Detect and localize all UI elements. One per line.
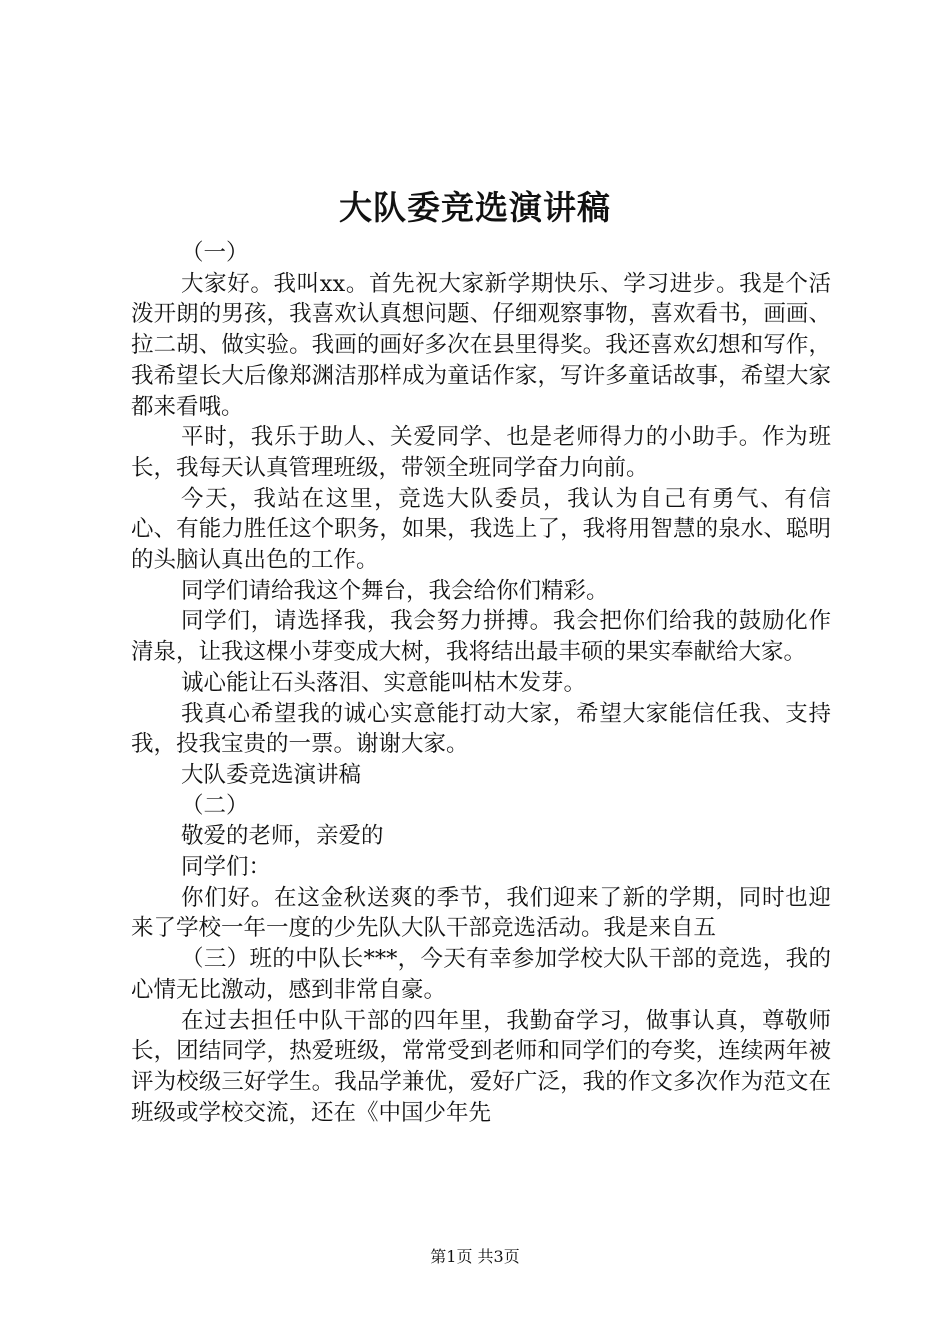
paragraph-section-1-heading: （一） [181, 240, 249, 266]
paragraph-candidacy: 今天，我站在这里，竞选大队委员，我认为自己有勇气、有信心、有能力胜任这个职务，如果，我选上了，我将用智慧的泉水、聪明的头脑认真出色的工作。 [131, 485, 831, 574]
document-body [131, 238, 831, 1128]
paragraph-section-2-heading: （二） [181, 792, 249, 819]
document-title: 大队委竞选演讲稿 [339, 188, 611, 227]
paragraph-thanks: 我真心希望我的诚心实意能打动大家，希望大家能信任我、支持我，投我宝贵的一票。谢谢大家。 [131, 700, 831, 758]
paragraph-class-leader: （三）班的中队长***，今天有幸参加学校大队干部的竞选，我的心情无比激动，感到非常自豪。 [131, 946, 831, 1003]
paragraph-salutation-cont: 同学们： [181, 854, 272, 881]
paragraph-greeting: 你们好。在这金秋送爽的季节，我们迎来了新的学期，同时也迎来了学校一年一度的少先队大队干部竞选活动。我是来自五 [131, 884, 831, 942]
paragraph-subtitle: 大队委竞选演讲稿 [181, 761, 362, 788]
paragraph-sincerity: 诚心能让石头落泪、实意能叫枯木发芽。 [181, 669, 587, 696]
paragraph-stage: 同学们请给我这个舞台，我会给你们精彩。 [181, 577, 609, 604]
paragraph-choose-me: 同学们，请选择我，我会努力拼搏。我会把你们给我的鼓励化作清泉，让我这棵小芽变成大树，我将结出最丰硕的果实奉献给大家。 [131, 608, 831, 666]
page-footer: 第1页 共3页 [430, 1247, 520, 1266]
paragraph-introduction: 大家好。我叫xx。首先祝大家新学期快乐、学习进步。我是个活泼开朗的男孩，我喜欢认真想问题、仔细观察事物，喜欢看书，画画、拉二胡、做实验。我画的画好多次在县里得奖。我还喜欢幻想和写作，我希望长大后像郑渊洁那样成为童话作家，写许多童话故事，希望大家都来看哦。 [131, 270, 831, 420]
paragraph-helper: 平时，我乐于助人、关爱同学、也是老师得力的小助手。作为班长，我每天认真管理班级，带领全班同学奋力向前。 [131, 424, 831, 481]
paragraph-salutation: 敬爱的老师，亲爱的 [181, 823, 384, 850]
paragraph-experience: 在过去担任中队干部的四年里，我勤奋学习，做事认真，尊敬师长，团结同学，热爱班级，常常受到老师和同学们的夸奖，连续两年被评为校级三好学生。我品学兼优，爱好广泛，我的作文多次作为范文在班级或学校交流，还在《中国少年先 [131, 1007, 831, 1126]
